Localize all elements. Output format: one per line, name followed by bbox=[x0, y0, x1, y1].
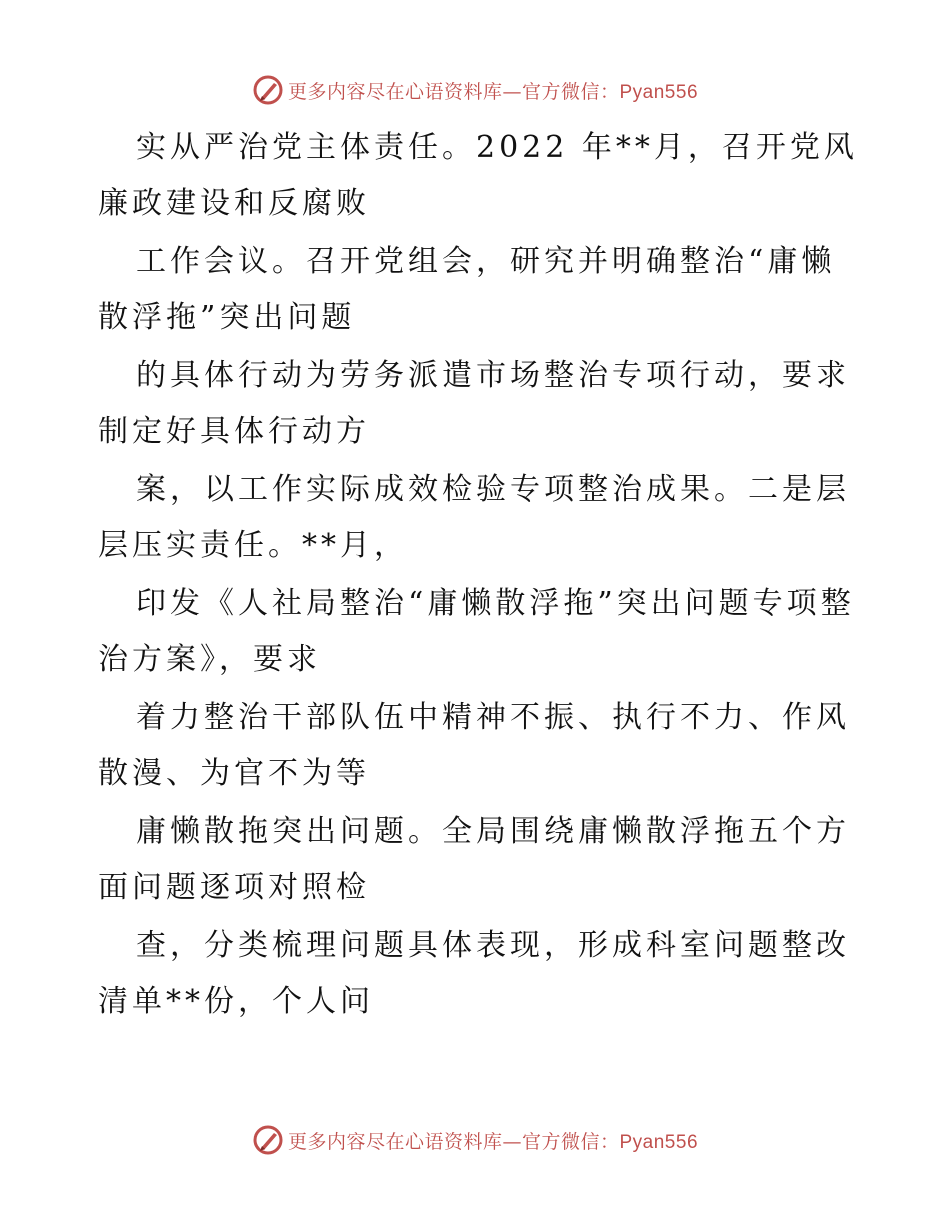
document-body bbox=[98, 120, 858, 1030]
header-watermark-banner bbox=[0, 70, 950, 110]
quill-logo-icon bbox=[252, 74, 284, 106]
header-banner-handle: Pyan556 bbox=[619, 81, 699, 103]
paragraph-3: 的具体行动为劳务派遣市场整治专项行动，要求制定好具体行动方 bbox=[98, 358, 850, 449]
footer-watermark-banner bbox=[0, 1120, 950, 1160]
paragraph-7: 庸懒散拖突出问题。全局围绕庸懒散浮拖五个方面问题逐项对照检 bbox=[98, 814, 850, 905]
paragraph-8: 查，分类梳理问题具体表现，形成科室问题整改清单**份，个人问 bbox=[98, 928, 850, 1019]
paragraph-1: 实从严治党主体责任。2022 年**月，召开党风廉政建设和反腐败 bbox=[98, 130, 858, 221]
footer-banner-handle: Pyan556 bbox=[619, 1131, 699, 1153]
header-banner-text: 更多内容尽在心语资料库—官方微信：Pyan556 bbox=[287, 80, 699, 103]
footer-banner-text: 更多内容尽在心语资料库—官方微信：Pyan556 bbox=[287, 1130, 699, 1153]
quill-logo-icon bbox=[252, 1124, 284, 1156]
paragraph-5: 印发《人社局整治“庸懒散浮拖”突出问题专项整治方案》，要求 bbox=[98, 586, 855, 677]
paragraph-2: 工作会议。召开党组会，研究并明确整治“庸懒散浮拖”突出问题 bbox=[98, 244, 836, 335]
paragraph-6: 着力整治干部队伍中精神不振、执行不力、作风散漫、为官不为等 bbox=[98, 700, 850, 791]
paragraph-4: 案，以工作实际成效检验专项整治成果。二是层层压实责任。**月， bbox=[98, 472, 850, 563]
